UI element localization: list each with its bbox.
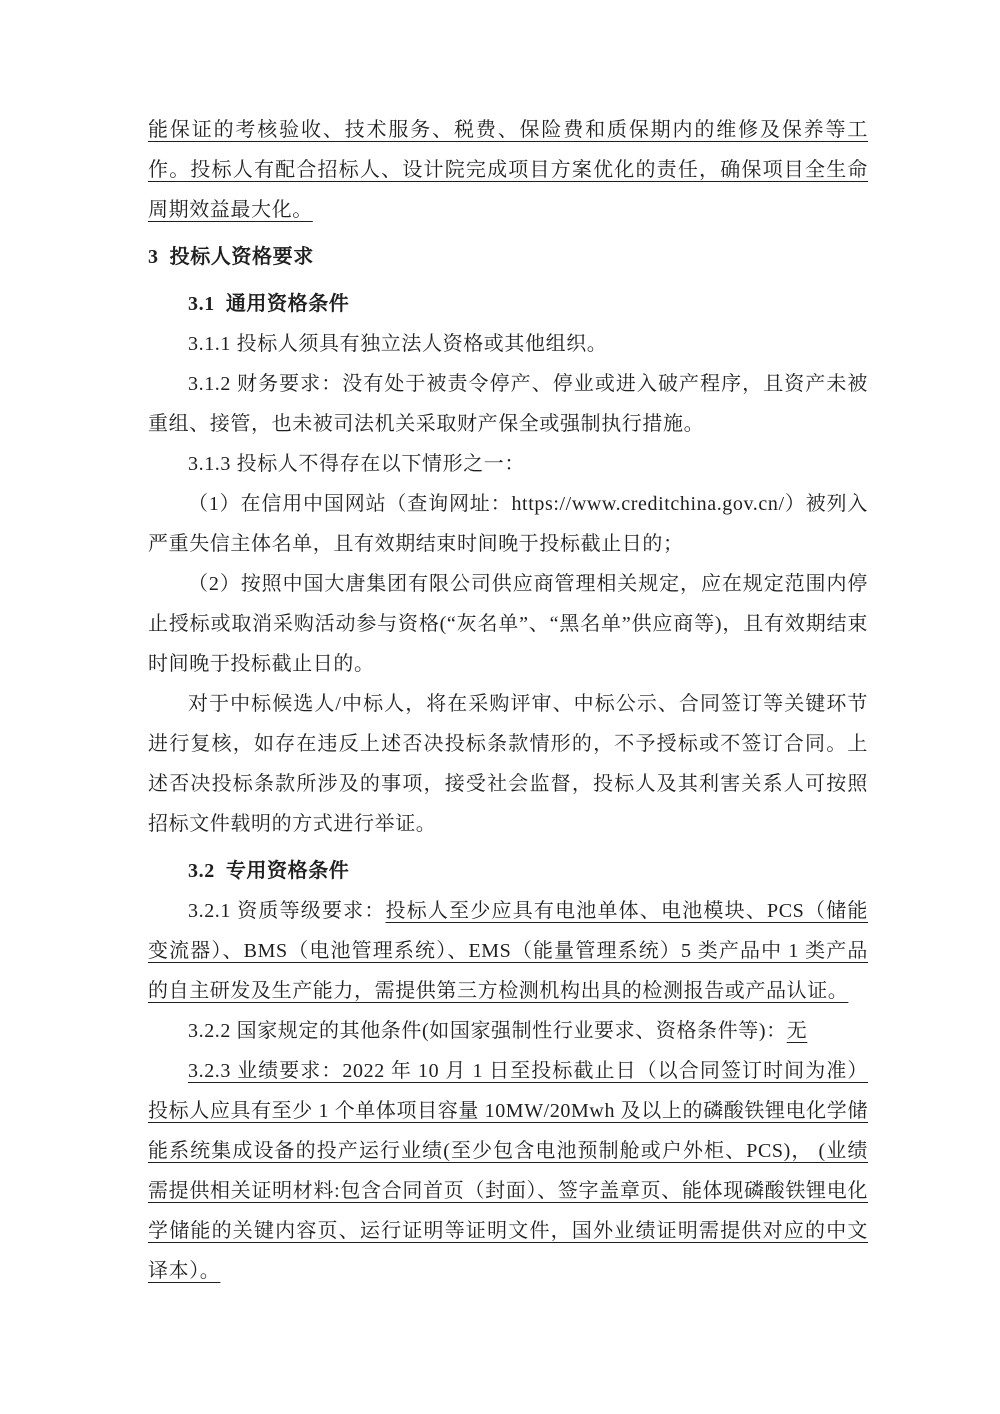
paragraph-3-1-3-item-1-segment-0: （1）在信用中国网站（查询网址：https://www.creditchina.gov.cn/）被列入严重失信主体名单，且有效期结束时间晚于投标截止日的； [148,493,868,555]
section-heading-3-2 [148,851,868,891]
paragraph-3-1-3-segment-0: 3.1.3 投标人不得存在以下情形之一： [188,453,525,475]
paragraph-review-clause-segment-0: 对于中标候选人/中标人，将在采购评审、中标公示、合同签订等关键环节进行复核，如存在违反上述否决投标条款情形的，不予授标或不签订合同。上述否决投标条款所涉及的事项，接受社会监督，投标人及其利害关系人可按照招标文件载明的方式进行举证。 [148,693,868,835]
section-heading-3-1-number: 3.1 [188,293,215,315]
paragraph-3-1-3-item-2 [148,564,868,684]
paragraph-3-2-2 [148,1011,868,1051]
paragraph-3-1-3 [148,444,868,484]
paragraph-3-1-2 [148,364,868,444]
paragraph-3-2-1 [148,891,868,1011]
paragraph-3-1-1-segment-0: 3.1.1 投标人须具有独立法人资格或其他组织。 [188,333,608,355]
paragraph-3-1-1 [148,324,868,364]
paragraph-3-2-3 [148,1051,868,1291]
section-heading-3-2-label: 专用资格条件 [225,860,350,882]
section-heading-3-1 [148,284,868,324]
section-heading-3-1-label: 通用资格条件 [225,293,350,315]
paragraph-continued-scope [148,110,868,230]
paragraph-3-2-2-segment-0: 3.2.2 国家规定的其他条件(如国家强制性行业要求、资格条件等)： [188,1020,787,1042]
paragraph-3-1-2-segment-0: 3.1.2 财务要求：没有处于被责令停产、停业或进入破产程序，且资产未被重组、接管，也未被司法机关采取财产保全或强制执行措施。 [148,373,868,435]
paragraph-3-2-1-segment-0: 3.2.1 资质等级要求： [188,900,386,922]
paragraph-3-1-3-item-2-segment-0: （2）按照中国大唐集团有限公司供应商管理相关规定，应在规定范围内停止授标或取消采购活动参与资格(“灰名单”、“黑名单”供应商等)，且有效期结束时间晚于投标截止日的。 [148,573,868,675]
section-heading-3 [148,237,868,277]
section-heading-3-2-number: 3.2 [188,860,215,882]
paragraph-continued-scope-segment-0: 能保证的考核验收、技术服务、税费、保险费和质保期内的维修及保养等工作。投标人有配合招标人、设计院完成项目方案优化的责任，确保项目全生命周期效益最大化。 [148,119,868,221]
section-heading-3-number: 3 [148,246,159,268]
paragraph-3-2-3-segment-0: 3.2.3 业绩要求：2022 年 10 月 1 日至投标截止日（以合同签订时间为准）投标人应具有至少 1 个单体项目容量 10MW/20Mwh 及以上的磷酸铁锂电化学储能系统集成设备的投产运行业绩(至少包含电池预制舱或户外柜、PCS)， (业绩需提供相关证明材料:包含合同首页（封面）、签字盖章页、能体现磷酸铁锂电化学储能的关键内容页、运行证明等证明文件，国外业绩证明需提供对应的中文译本）。 [148,1060,868,1282]
paragraph-review-clause [148,684,868,844]
section-heading-3-label: 投标人资格要求 [169,246,314,268]
paragraph-3-2-2-segment-1: 无 [786,1020,808,1042]
paragraph-3-1-3-item-1 [148,484,868,564]
paragraph-3-2-1-segment-1: 投标人至少应具有电池单体、电池模块、PCS（储能变流器）、BMS（电池管理系统）、EMS（能量管理系统）5 类产品中 1 类产品的自主研发及生产能力，需提供第三方检测机构出具的检测报告或产品认证。 [148,900,868,1002]
